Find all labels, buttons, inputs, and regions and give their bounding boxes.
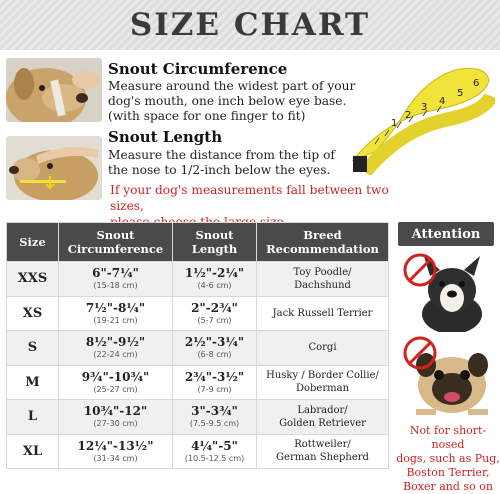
- circumference-cm: (31-34 cm): [93, 453, 138, 463]
- attention-heading: Attention: [398, 222, 494, 246]
- circumference-inches: 12¼"-13½": [77, 438, 154, 453]
- circumference-cm: (27-30 cm): [93, 419, 138, 429]
- circumference-inches: 7½"-8¼": [85, 300, 146, 315]
- length-cell: [173, 262, 257, 297]
- breed-cell: [257, 365, 389, 400]
- header-circumference-line: Circumference: [67, 242, 164, 256]
- length-inches: 2½"-3¼": [184, 335, 245, 350]
- circumference-cm: (15-18 cm): [93, 281, 138, 291]
- size-table: [6, 222, 389, 469]
- header-breed-line: Recommendation: [266, 242, 379, 256]
- breed-line: Husky / Border Collie/: [266, 370, 379, 382]
- french-bulldog-photo-icon: [402, 252, 492, 332]
- breed-cell: [257, 296, 389, 331]
- tape-number: 2: [405, 110, 412, 121]
- header-breed-line: Breed: [303, 228, 342, 242]
- header-length: [173, 223, 257, 262]
- size-label: M: [7, 365, 59, 400]
- length-cell: [173, 331, 257, 366]
- length-inches: 2"-2¾": [191, 300, 238, 315]
- circumference-cm: (22-24 cm): [93, 350, 138, 360]
- circumference-inches: 8½"-9½": [85, 335, 146, 350]
- breed-cell: [257, 434, 389, 469]
- breed-cell: [257, 400, 389, 435]
- breed-cell: [257, 262, 389, 297]
- length-cm: (4-6 cm): [197, 281, 232, 291]
- tape-number: 6: [473, 78, 480, 89]
- tape-number: 1: [391, 118, 398, 129]
- circumference-cell: [59, 262, 173, 297]
- warning-line: Boxer and so on: [403, 480, 493, 493]
- tape-number: 5: [457, 88, 464, 99]
- breed-line: Labrador/: [297, 404, 348, 416]
- circumference-cell: [59, 434, 173, 469]
- breed-cell: [257, 331, 389, 366]
- warning-line: Boston Terrier,: [406, 466, 490, 479]
- breed-line: Corgi: [308, 342, 337, 354]
- snout-length-line: the nose to 1/2-inch below the eyes.: [108, 163, 331, 177]
- length-cm: (10.5-12.5 cm): [184, 453, 245, 463]
- table-row: [7, 400, 389, 435]
- circumference-inches: 10¾"-12": [83, 404, 148, 419]
- length-cell: [173, 434, 257, 469]
- header-breed: [257, 223, 389, 262]
- dog-measuring-photo-icon: [6, 58, 102, 122]
- circumference-cell: [59, 400, 173, 435]
- page-title: SIZE CHART: [129, 7, 371, 43]
- size-label: S: [7, 331, 59, 366]
- length-inches: 3"-3¾": [191, 404, 238, 419]
- tape-number: 3: [421, 102, 428, 113]
- length-cell: [173, 365, 257, 400]
- snout-length-photo: [6, 136, 102, 200]
- tape-number: 4: [439, 96, 446, 107]
- circumference-cm: (25-27 cm): [93, 384, 138, 394]
- length-cm: (7-9 cm): [197, 384, 232, 394]
- length-inches: 4¼"-5": [191, 438, 238, 453]
- header-circumference-line: Snout: [96, 228, 135, 242]
- pug-photo-icon: [402, 335, 492, 415]
- circumference-cell: [59, 331, 173, 366]
- circumference-cell: [59, 365, 173, 400]
- snout-circumference-line: dog's mouth, one inch below eye base.: [108, 94, 347, 108]
- length-cell: [173, 400, 257, 435]
- length-cm: (7.5-9.5 cm): [189, 419, 240, 429]
- snout-length-line: Measure the distance from the tip of: [108, 148, 335, 162]
- snout-circumference-line: (with space for one finger to fit): [108, 109, 306, 123]
- length-cm: (5-7 cm): [197, 315, 232, 325]
- breed-line: Dachshund: [294, 279, 351, 291]
- header-length-line: Length: [191, 242, 238, 256]
- measuring-tape-icon: [345, 60, 495, 175]
- table-row: [7, 262, 389, 297]
- circumference-inches: 6"-7¼": [92, 266, 139, 281]
- title-banner: [0, 0, 500, 50]
- short-nosed-warning: [396, 424, 500, 494]
- snout-circumference-photo: [6, 58, 102, 122]
- dog-measuring-length-icon: [6, 136, 102, 200]
- breed-line: Golden Retriever: [279, 417, 366, 429]
- warning-line: dogs, such as Pug,: [396, 452, 500, 465]
- header-length-line: Snout: [195, 228, 234, 242]
- header-circumference: [59, 223, 173, 262]
- length-cell: [173, 296, 257, 331]
- snout-circumference-line: Measure around the widest part of your: [108, 79, 356, 93]
- size-note-line: If your dog's measurements fall between two sizes,: [110, 183, 389, 213]
- header-size: Size: [7, 223, 59, 262]
- snout-length-heading: Snout Length: [108, 128, 223, 146]
- table-row: [7, 434, 389, 469]
- warning-line: Not for short-nosed: [409, 424, 487, 451]
- table-row: [7, 365, 389, 400]
- table-row: [7, 296, 389, 331]
- breed-line: Toy Poodle/: [293, 266, 352, 278]
- size-label: XS: [7, 296, 59, 331]
- breed-line: Rottweiler/: [294, 439, 351, 451]
- length-inches: 1½"-2¼": [184, 266, 245, 281]
- circumference-inches: 9¾"-10¾": [81, 369, 150, 384]
- size-label: XXS: [7, 262, 59, 297]
- breed-line: Doberman: [295, 383, 350, 395]
- circumference-cm: (19-21 cm): [93, 315, 138, 325]
- breed-line: German Shepherd: [276, 452, 369, 464]
- length-cm: (6-8 cm): [197, 350, 232, 360]
- snout-circumference-heading: Snout Circumference: [108, 60, 288, 78]
- table-row: [7, 331, 389, 366]
- breed-line: Jack Russell Terrier: [272, 307, 373, 319]
- length-inches: 2¾"-3½": [184, 369, 245, 384]
- circumference-cell: [59, 296, 173, 331]
- size-label: L: [7, 400, 59, 435]
- table-header-row: [7, 223, 389, 262]
- size-label: XL: [7, 434, 59, 469]
